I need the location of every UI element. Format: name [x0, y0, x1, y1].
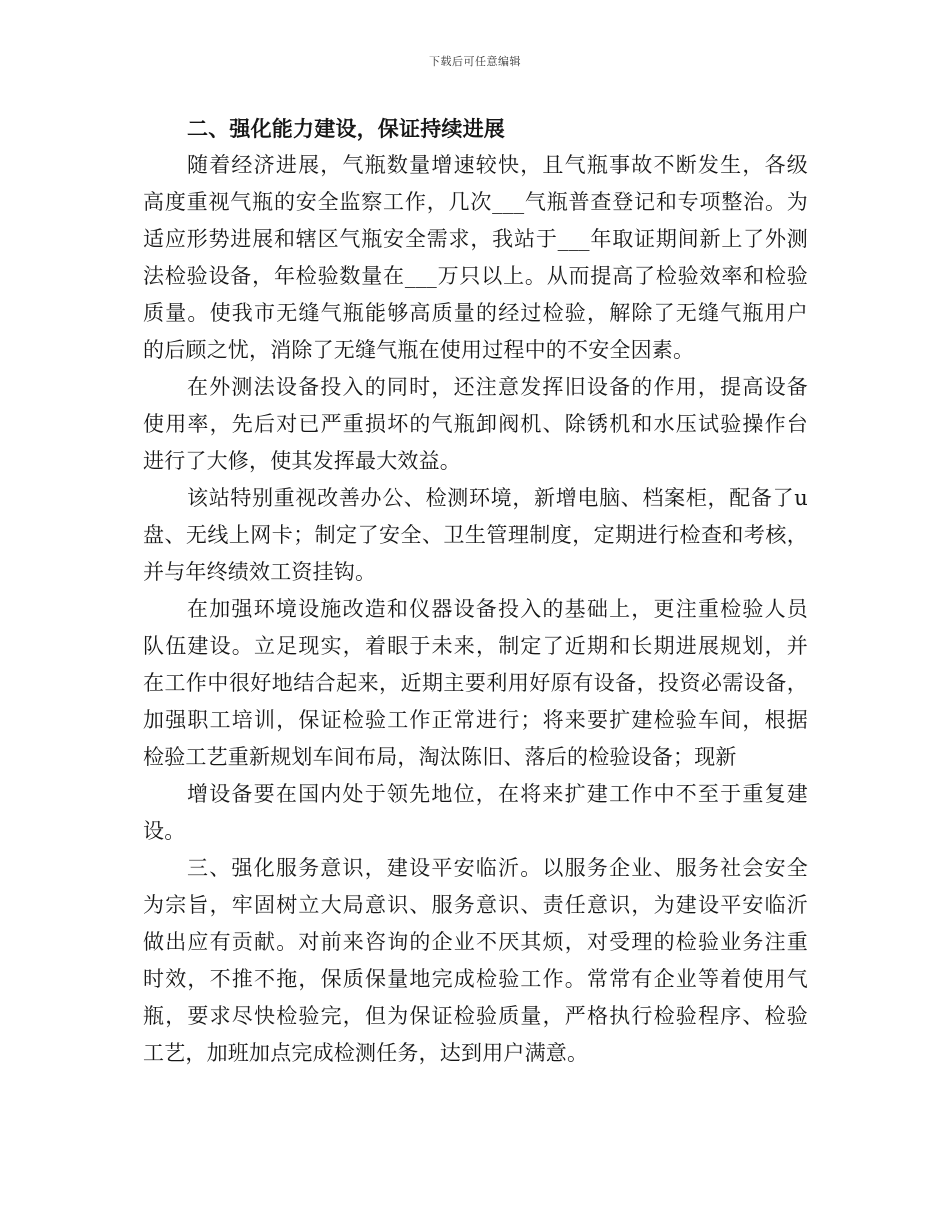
paragraph — [143, 147, 808, 369]
paragraph-line: 增设备要在国内处于领先地位，在将来扩建工作中不至于重复建 — [187, 782, 808, 806]
paragraph-line: 队伍建设。立足现实，着眼于未来，制定了近期和长期进展规划，并 — [143, 634, 808, 658]
paragraph-line: 做出应有贡献。对前来咨询的企业不厌其烦，对受理的检验业务注重 — [143, 930, 808, 954]
paragraph-line: 适应形势进展和辖区气瓶安全需求，我站于___年取证期间新上了外测 — [143, 227, 808, 251]
paragraph-line: 三、强化服务意识，建设平安临沂。以服务企业、服务社会安全 — [187, 856, 808, 880]
paragraph-line: 在工作中很好地结合起来，近期主要利用好原有设备，投资必需设备， — [143, 671, 808, 695]
paragraph-line: 进行了大修，使其发挥最大效益。 — [143, 449, 461, 473]
paragraph-line: 高度重视气瓶的安全监察工作，几次___气瓶普查登记和专项整治。为 — [143, 190, 808, 214]
paragraph — [143, 480, 808, 591]
paragraph-line: 瓶，要求尽快检验完，但为保证检验质量，严格执行检验程序、检验 — [143, 1004, 808, 1028]
paragraph-line: 的后顾之忧，消除了无缝气瓶在使用过程中的不安全因素。 — [143, 338, 695, 362]
paragraph-line: 时效，不推不拖，保质保量地完成检验工作。常常有企业等着使用气 — [143, 967, 808, 991]
paragraph — [143, 776, 808, 850]
paragraph-line: 为宗旨，牢固树立大局意识、服务意识、责任意识，为建设平安临沂 — [143, 893, 808, 917]
section-heading: 二、强化能力建设，保证持续进展 — [187, 116, 505, 141]
paragraph-line: 加强职工培训，保证检验工作正常进行；将来要扩建检验车间，根据 — [143, 708, 808, 732]
paragraph-line: 在外测法设备投入的同时，还注意发挥旧设备的作用，提高设备 — [187, 375, 808, 399]
paragraph-line: 该站特别重视改善办公、检测环境，新增电脑、档案柜，配备了u — [187, 486, 808, 510]
paragraph-line: 检验工艺重新规划车间布局，淘汰陈旧、落后的检验设备；现新 — [143, 745, 737, 769]
paragraph-line: 盘、无线上网卡；制定了安全、卫生管理制度，定期进行检查和考核， — [143, 523, 808, 547]
paragraph-line: 设。 — [143, 819, 186, 843]
paragraph — [143, 850, 808, 1072]
paragraph-line: 随着经济进展，气瓶数量增速较快，且气瓶事故不断发生，各级 — [187, 153, 808, 177]
paragraph — [143, 591, 808, 776]
document-body — [143, 110, 808, 1072]
paragraph-line: 工艺，加班加点完成检测任务，达到用户满意。 — [143, 1041, 589, 1065]
page-header-note: 下载后可任意编辑 — [429, 55, 521, 68]
paragraph-line: 法检验设备，年检验数量在___万只以上。从而提高了检验效率和检验 — [143, 264, 808, 288]
paragraph-line: 质量。使我市无缝气瓶能够高质量的经过检验，解除了无缝气瓶用户 — [143, 301, 808, 325]
paragraph-line: 在加强环境设施改造和仪器设备投入的基础上，更注重检验人员 — [187, 597, 808, 621]
paragraph-line: 使用率，先后对已严重损坏的气瓶卸阀机、除锈机和水压试验操作台 — [143, 412, 808, 436]
paragraph-line: 并与年终绩效工资挂钩。 — [143, 560, 377, 584]
paragraph — [143, 369, 808, 480]
